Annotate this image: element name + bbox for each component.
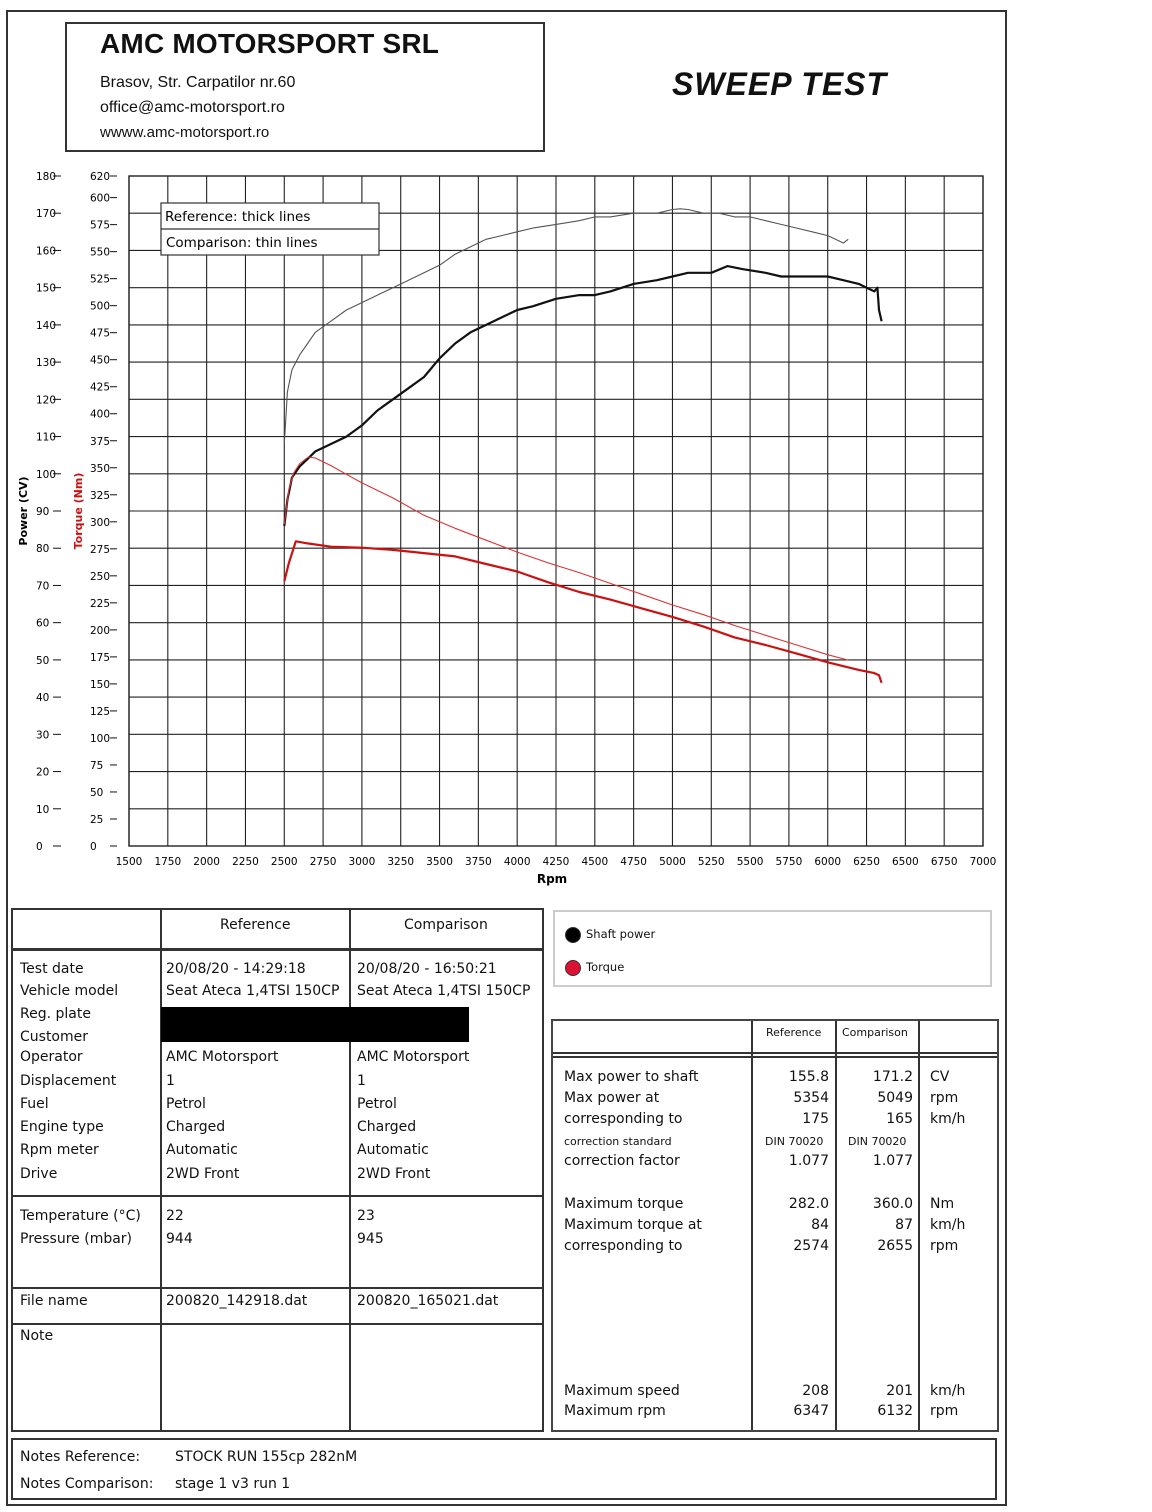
info-header-comparison: Comparison xyxy=(404,917,488,933)
power-tick-label: 80 xyxy=(36,543,50,556)
result-comparison: 165 xyxy=(886,1111,913,1127)
info-row-comparison: 23 xyxy=(357,1208,375,1224)
power-tick-label: 10 xyxy=(36,803,50,816)
info-row-reference: 22 xyxy=(166,1208,184,1224)
result-label: Maximum speed xyxy=(564,1383,680,1399)
torque-tick-label: 75 xyxy=(90,759,104,772)
info-row-comparison: Automatic xyxy=(357,1142,429,1158)
info-header-reference: Reference xyxy=(220,917,291,933)
info-row-label: Rpm meter xyxy=(20,1142,99,1158)
result-comparison: 201 xyxy=(886,1383,913,1399)
power-tick-label: 140 xyxy=(36,319,57,332)
result-comparison: 5049 xyxy=(877,1090,913,1106)
chart-note-reference: Reference: thick lines xyxy=(165,209,311,225)
rpm-tick-label: 2500 xyxy=(270,856,298,868)
chart-note-comparison: Comparison: thin lines xyxy=(166,235,318,251)
notes-comparison-label: Notes Comparison: xyxy=(20,1476,154,1492)
info-row-label: Note xyxy=(20,1328,54,1344)
result-comparison: 360.0 xyxy=(872,1196,913,1212)
result-reference: 282.0 xyxy=(788,1196,829,1212)
torque-tick-label: 600 xyxy=(90,192,111,205)
info-row-label: Pressure (mbar) xyxy=(20,1231,133,1247)
result-unit: rpm xyxy=(930,1238,959,1254)
redaction-block xyxy=(161,1007,469,1042)
info-row-label: Engine type xyxy=(20,1119,104,1135)
chart-legend xyxy=(553,910,992,987)
info-row-label: Displacement xyxy=(20,1073,117,1089)
torque-tick-label: 325 xyxy=(90,489,111,502)
power-tick-label: 160 xyxy=(36,245,57,258)
power-tick-label: 180 xyxy=(36,171,57,183)
result-unit: rpm xyxy=(930,1090,959,1106)
dyno-chart xyxy=(0,160,1010,890)
torque-comparison-line xyxy=(284,457,848,660)
result-reference: 6347 xyxy=(793,1403,829,1419)
rpm-tick-label: 5000 xyxy=(659,856,686,868)
power-axis-label: Power (CV) xyxy=(17,476,30,546)
torque-tick-label: 225 xyxy=(90,597,111,610)
rpm-tick-label: 2250 xyxy=(232,856,259,868)
shaft-power-marker-icon xyxy=(565,927,581,943)
rpm-tick-label: 4000 xyxy=(503,856,531,868)
info-row-reference: 200820_142918.dat xyxy=(166,1293,308,1309)
chart-grid xyxy=(129,176,983,846)
rpm-tick-label: 3750 xyxy=(464,856,492,868)
rpm-tick-label: 3250 xyxy=(387,856,415,868)
torque-tick-label: 0 xyxy=(90,841,97,853)
torque-axis-label: Torque (Nm) xyxy=(72,472,85,550)
rpm-axis-label: Rpm xyxy=(536,872,568,886)
torque-tick-label: 620 xyxy=(90,171,111,183)
company-name: AMC MOTORSPORT SRL xyxy=(100,28,440,59)
result-unit: km/h xyxy=(930,1217,966,1233)
power-tick-label: 100 xyxy=(36,468,57,481)
torque-tick-label: 300 xyxy=(90,516,111,529)
rpm-tick-label: 6750 xyxy=(930,856,958,868)
info-row-label: Operator xyxy=(20,1049,83,1065)
chart-note-box xyxy=(161,203,379,255)
info-row-comparison: 1 xyxy=(357,1073,366,1089)
power-tick-label: 170 xyxy=(36,208,57,221)
rpm-tick-label: 7000 xyxy=(969,856,997,868)
rpm-tick-label: 6500 xyxy=(891,856,919,868)
results-header-comparison: Comparison xyxy=(842,1026,908,1039)
info-row-comparison: AMC Motorsport xyxy=(357,1049,470,1065)
torque-tick-label: 125 xyxy=(90,705,111,718)
notes-comparison-value: stage 1 v3 run 1 xyxy=(175,1476,291,1492)
power-tick-label: 30 xyxy=(36,729,50,742)
rpm-tick-label: 5750 xyxy=(775,856,803,868)
info-row-reference: 944 xyxy=(166,1231,193,1247)
result-unit: km/h xyxy=(930,1383,966,1399)
torque-tick-label: 50 xyxy=(90,786,104,799)
result-comparison: 2655 xyxy=(877,1238,913,1254)
legend-torque: Torque xyxy=(586,960,625,974)
result-unit: CV xyxy=(930,1069,950,1085)
result-label: Maximum torque at xyxy=(564,1217,702,1233)
company-email: office@amc-motorsport.ro xyxy=(100,99,285,116)
torque-tick-label: 100 xyxy=(90,732,111,745)
result-label: corresponding to xyxy=(564,1111,683,1127)
power-tick-label: 60 xyxy=(36,617,50,630)
info-row-reference: 1 xyxy=(166,1073,175,1089)
torque-tick-label: 450 xyxy=(90,354,111,367)
torque-tick-label: 150 xyxy=(90,678,111,691)
info-row-reference: Charged xyxy=(166,1119,226,1135)
rpm-tick-label: 4250 xyxy=(542,856,570,868)
info-row-reference: Automatic xyxy=(166,1142,238,1158)
rpm-tick-label: 3000 xyxy=(348,856,376,868)
rpm-tick-label: 2000 xyxy=(193,856,221,868)
info-row-comparison: 200820_165021.dat xyxy=(357,1293,499,1309)
info-table xyxy=(11,908,544,1432)
power-tick-label: 130 xyxy=(36,357,57,370)
info-row-reference: Petrol xyxy=(166,1096,206,1112)
power-tick-label: 50 xyxy=(36,654,50,667)
company-website: wwww.amc-motorsport.ro xyxy=(100,124,270,141)
result-reference: 2574 xyxy=(793,1238,829,1254)
results-table xyxy=(551,1019,999,1432)
info-row-comparison: 945 xyxy=(357,1231,384,1247)
results-header-reference: Reference xyxy=(766,1026,822,1039)
rpm-tick-label: 4500 xyxy=(581,856,609,868)
power-axis-ticks xyxy=(36,171,61,853)
torque-tick-label: 275 xyxy=(90,543,111,556)
notes-box xyxy=(11,1438,997,1500)
rpm-tick-label: 1500 xyxy=(115,856,143,868)
info-row-label: Drive xyxy=(20,1166,58,1182)
chart-series xyxy=(284,209,881,683)
torque-tick-label: 475 xyxy=(90,327,111,340)
torque-axis-ticks xyxy=(90,171,117,853)
info-row-label: Reg. plate xyxy=(20,1006,91,1022)
info-row-comparison: 2WD Front xyxy=(357,1166,431,1182)
company-address: Brasov, Str. Carpatilor nr.60 xyxy=(100,74,296,91)
rpm-tick-label: 6250 xyxy=(853,856,880,868)
torque-tick-label: 25 xyxy=(90,813,104,826)
info-row-reference: AMC Motorsport xyxy=(166,1049,279,1065)
page-title: SWEEP TEST xyxy=(672,66,888,102)
torque-tick-label: 250 xyxy=(90,570,111,583)
info-row-label: File name xyxy=(20,1293,88,1309)
torque-reference-line xyxy=(284,541,881,683)
result-label: Max power at xyxy=(564,1090,660,1106)
result-reference: 155.8 xyxy=(788,1069,829,1085)
result-label: Maximum rpm xyxy=(564,1403,666,1419)
result-reference: 1.077 xyxy=(788,1153,829,1169)
rpm-tick-label: 3500 xyxy=(426,856,453,868)
result-reference: 5354 xyxy=(793,1090,829,1106)
info-row-comparison: Petrol xyxy=(357,1096,397,1112)
info-row-comparison: 20/08/20 - 16:50:21 xyxy=(357,961,497,977)
info-row-label: Temperature (°C) xyxy=(20,1208,141,1224)
info-row-label: Test date xyxy=(20,961,84,977)
rpm-tick-label: 1750 xyxy=(154,856,182,868)
torque-tick-label: 550 xyxy=(90,246,111,259)
result-reference: 175 xyxy=(802,1111,829,1127)
result-comparison: 87 xyxy=(895,1217,913,1233)
info-row-label: Vehicle model xyxy=(20,983,119,999)
info-row-label: Fuel xyxy=(20,1096,49,1112)
rpm-tick-label: 4750 xyxy=(620,856,648,868)
power-tick-label: 120 xyxy=(36,394,57,407)
info-row-comparison: Seat Ateca 1,4TSI 150CP xyxy=(357,983,531,999)
result-reference: 84 xyxy=(811,1217,829,1233)
torque-tick-label: 525 xyxy=(90,273,111,286)
torque-tick-label: 400 xyxy=(90,408,111,421)
power-tick-label: 70 xyxy=(36,580,50,593)
rpm-tick-label: 5500 xyxy=(736,856,764,868)
torque-tick-label: 575 xyxy=(90,219,111,232)
info-row-label: Customer xyxy=(20,1029,89,1045)
result-unit: km/h xyxy=(930,1111,966,1127)
result-label: corresponding to xyxy=(564,1238,683,1254)
power-tick-label: 40 xyxy=(36,692,50,705)
torque-tick-label: 175 xyxy=(90,651,111,664)
result-label: Max power to shaft xyxy=(564,1069,699,1085)
torque-tick-label: 425 xyxy=(90,381,111,394)
power-tick-label: 20 xyxy=(36,766,50,779)
power-tick-label: 0 xyxy=(36,841,43,853)
result-comparison: 171.2 xyxy=(872,1069,913,1085)
result-label: Maximum torque xyxy=(564,1196,684,1212)
rpm-tick-label: 2750 xyxy=(309,856,337,868)
rpm-tick-label: 6000 xyxy=(814,856,842,868)
torque-tick-label: 500 xyxy=(90,300,111,313)
result-comparison: 1.077 xyxy=(872,1153,913,1169)
result-label: correction factor xyxy=(564,1153,680,1169)
result-unit: Nm xyxy=(930,1196,955,1212)
result-comparison: DIN 70020 xyxy=(848,1135,907,1148)
result-reference: DIN 70020 xyxy=(765,1135,824,1148)
result-comparison: 6132 xyxy=(877,1403,913,1419)
torque-marker-icon xyxy=(565,960,581,976)
rpm-axis-ticks xyxy=(116,856,997,868)
result-label: correction standard xyxy=(564,1135,672,1148)
legend-shaft-power: Shaft power xyxy=(586,927,656,941)
rpm-tick-label: 5250 xyxy=(697,856,725,868)
torque-tick-label: 350 xyxy=(90,462,111,475)
torque-tick-label: 200 xyxy=(90,624,111,637)
power-tick-label: 110 xyxy=(36,431,57,444)
info-row-reference: Seat Ateca 1,4TSI 150CP xyxy=(166,983,340,999)
notes-reference-label: Notes Reference: xyxy=(20,1449,141,1465)
power-tick-label: 90 xyxy=(36,506,50,518)
info-row-reference: 2WD Front xyxy=(166,1166,240,1182)
result-unit: rpm xyxy=(930,1403,959,1419)
notes-reference-value: STOCK RUN 155cp 282nM xyxy=(175,1449,358,1465)
torque-tick-label: 375 xyxy=(90,435,111,448)
result-reference: 208 xyxy=(802,1383,829,1399)
power-tick-label: 150 xyxy=(36,282,57,295)
power-reference-line xyxy=(284,266,881,526)
info-row-reference: 20/08/20 - 14:29:18 xyxy=(166,961,306,977)
info-row-comparison: Charged xyxy=(357,1119,417,1135)
